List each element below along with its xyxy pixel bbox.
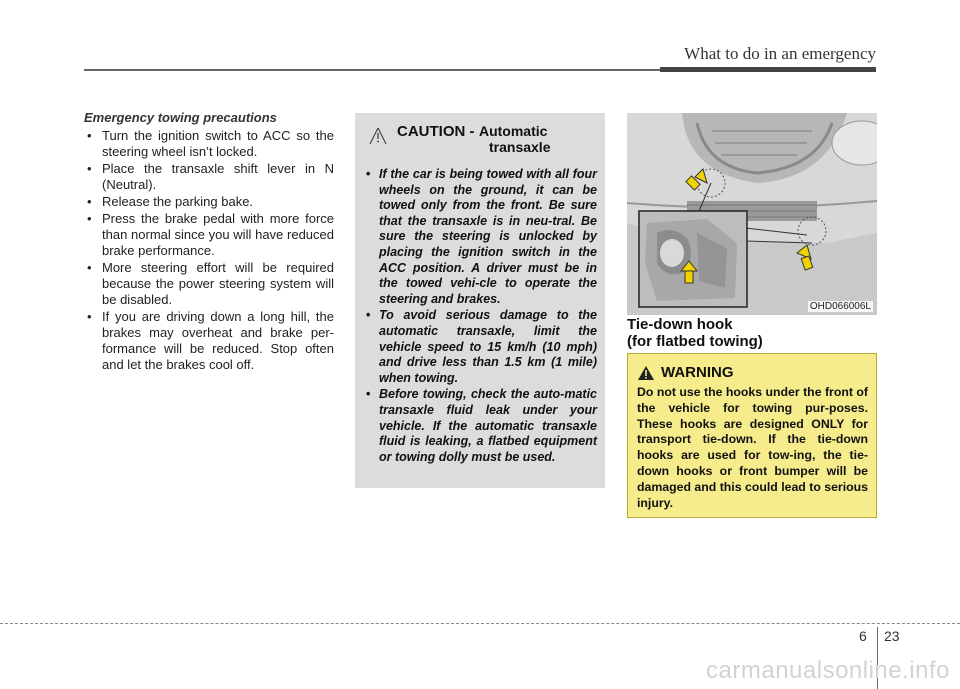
watermark: carmanualsonline.info bbox=[706, 657, 950, 684]
figure-code: OHD066006L bbox=[809, 301, 871, 312]
tie-down-hook-figure bbox=[627, 113, 877, 315]
list-item: • To avoid serious damage to the automatic transaxle, limit the vehicle speed to 15 km/h (10 mph) and drive less than 1.5 km (1 mile) when towing. bbox=[365, 308, 597, 386]
caution-label: CAUTION - bbox=[397, 123, 475, 140]
list-item: • Place the transaxle shift lever in N (Neutral). bbox=[84, 161, 334, 193]
figure-caption bbox=[627, 316, 877, 350]
bumper-hook-illustration bbox=[627, 113, 877, 315]
precautions-list bbox=[84, 128, 334, 373]
caution-subtitle-line2: transaxle bbox=[489, 139, 551, 155]
list-item: • If the car is being towed with all four wheels on the ground, it can be towed only from the front. Be sure that the transaxle is in neu-tral. Be sure the steering is unlocked by placing the ignition switch in the ACC position. A driver must be in the towed vehi-cle to operate the steering and brakes. bbox=[365, 167, 597, 307]
caution-subtitle: Automatic bbox=[478, 123, 548, 139]
list-item: • Before towing, check the auto-matic transaxle fluid leak under your vehicle. If the automatic transaxle fluid is leaking, a flatbed equipment or towing dolly must be used. bbox=[365, 387, 597, 465]
chapter-number: 6 bbox=[859, 628, 867, 644]
caution-triangle-icon bbox=[367, 125, 389, 147]
caption-line: (for flatbed towing) bbox=[627, 333, 763, 350]
list-item: • Turn the ignition switch to ACC so the steering wheel isn’t locked. bbox=[84, 128, 334, 160]
list-item: • More steering effort will be required because the power steering system will be disabled. bbox=[84, 260, 334, 308]
caption-line: Tie-down hook bbox=[627, 316, 733, 333]
warning-label: WARNING bbox=[661, 364, 734, 381]
list-item: • Release the parking bake. bbox=[84, 194, 334, 210]
warning-triangle-icon bbox=[637, 365, 655, 381]
header-rule-accent bbox=[660, 67, 876, 72]
list-item: • Press the brake pedal with more force than normal since you will have reduced brake performance. bbox=[84, 211, 334, 259]
header-title: What to do in an emergency bbox=[684, 44, 876, 63]
caution-box bbox=[355, 113, 605, 488]
warning-text: Do not use the hooks under the front of the vehicle for towing pur-poses. These hooks are designed ONLY for transport tie-down. If the tie-down hooks are used for tow-ing, the tie-down hooks or front bumper will be damaged and this could lead to serious injury. bbox=[637, 385, 868, 510]
warning-header bbox=[637, 364, 868, 381]
towing-precautions-section bbox=[84, 110, 334, 374]
list-item: • If you are driving down a long hill, the brakes may overheat and brake per-formance will be reduced. Stop often and let the brakes cool off. bbox=[84, 309, 334, 373]
section-title: Emergency towing precautions bbox=[84, 110, 277, 125]
caution-list bbox=[365, 167, 597, 465]
footer-rule bbox=[0, 623, 960, 624]
caution-header bbox=[365, 123, 597, 167]
page-number: 23 bbox=[884, 628, 900, 644]
warning-box bbox=[627, 353, 877, 518]
